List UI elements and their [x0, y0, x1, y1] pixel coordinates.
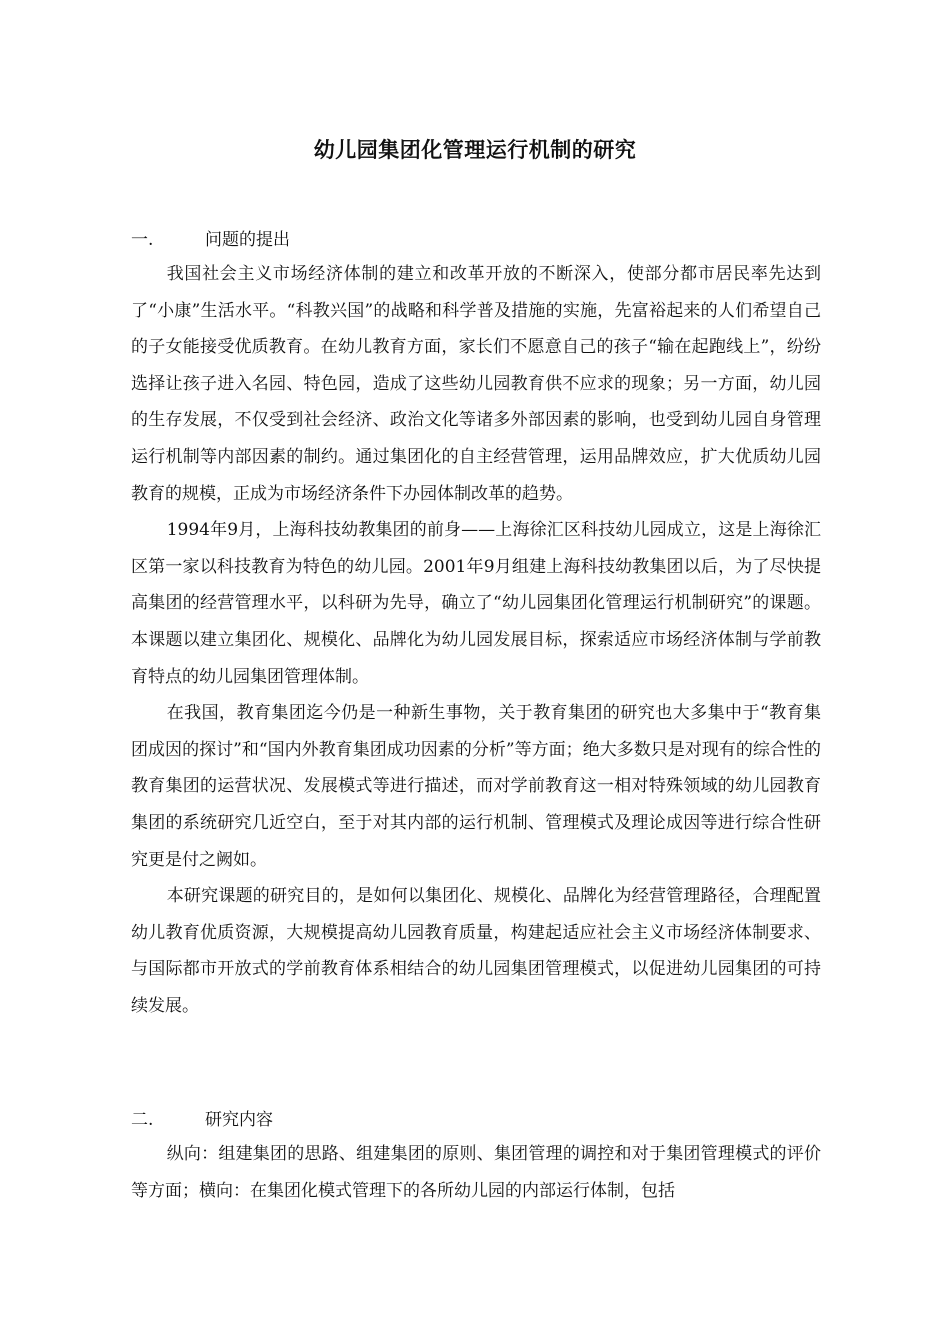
- paragraph: 纵向：组建集团的思路、组建集团的原则、集团管理的调控和对于集团管理模式的评价等方面；横向：在集团化模式管理下的各所幼儿园的内部运行体制，包括: [131, 1144, 821, 1201]
- paragraph: 在我国，教育集团迄今仍是一种新生事物，关于教育集团的研究也大多集中于“教育集团成因的探讨”和“国内外教育集团成功因素的分析”等方面；绝大多数只是对现有的综合性的教育集团的运营状况、发展模式等进行描述，而对学前教育这一相对特殊领域的幼儿园教育集团的系统研究几近空白，至于对其内部的运行机制、管理模式及理论成因等进行综合性研究更是付之阙如。: [131, 703, 821, 870]
- paragraph: 1994年9月，上海科技幼教集团的前身——上海徐汇区科技幼儿园成立，这是上海徐汇区第一家以科技教育为特色的幼儿园。2001年9月组建上海科技幼教集团以后，为了尽快提高集团的经营管理水平，以科研为先导，确立了“幼儿园集团化管理运行机制研究”的课题。本课题以建立集团化、规模化、品牌化为幼儿园发展目标，探索适应市场经济体制与学前教育特点的幼儿园集团管理体制。: [131, 520, 821, 687]
- section-title: 研究内容: [205, 1110, 273, 1130]
- document-title: 幼儿园集团化管理运行机制的研究: [313, 137, 637, 162]
- paragraph: 我国社会主义市场经济体制的建立和改革开放的不断深入，使部分都市居民率先达到了“小康”生活水平。“科教兴国”的战略和科学普及措施的实施，先富裕起来的人们希望自己的子女能接受优质教育。在幼儿教育方面，家长们不愿意自己的孩子“输在起跑线上”，纷纷选择让孩子进入名园、特色园，造成了这些幼儿园教育供不应求的现象；另一方面，幼儿园的生存发展，不仅受到社会经济、政治文化等诸多外部因素的影响，也受到幼儿园自身管理运行机制等内部因素的制约。通过集团化的自主经营管理，运用品牌效应，扩大优质幼儿园教育的规模，正成为市场经济条件下办园体制改革的趋势。: [131, 264, 821, 504]
- section-heading-2: [131, 1105, 831, 1135]
- paragraph: 本研究课题的研究目的，是如何以集团化、规模化、品牌化为经营管理路径，合理配置幼儿教育优质资源，大规模提高幼儿园教育质量，构建起适应社会主义市场经济体制要求、与国际都市开放式的学前教育体系相结合的幼儿园集团管理模式，以促进幼儿园集团的可持续发展。: [131, 886, 821, 1016]
- section-1-body: [131, 256, 821, 1024]
- section-title: 问题的提出: [205, 230, 290, 250]
- section-2-body: [131, 1136, 821, 1209]
- section-heading-1: [131, 225, 831, 255]
- section-number: 一.: [131, 230, 154, 250]
- section-number: 二.: [131, 1110, 154, 1130]
